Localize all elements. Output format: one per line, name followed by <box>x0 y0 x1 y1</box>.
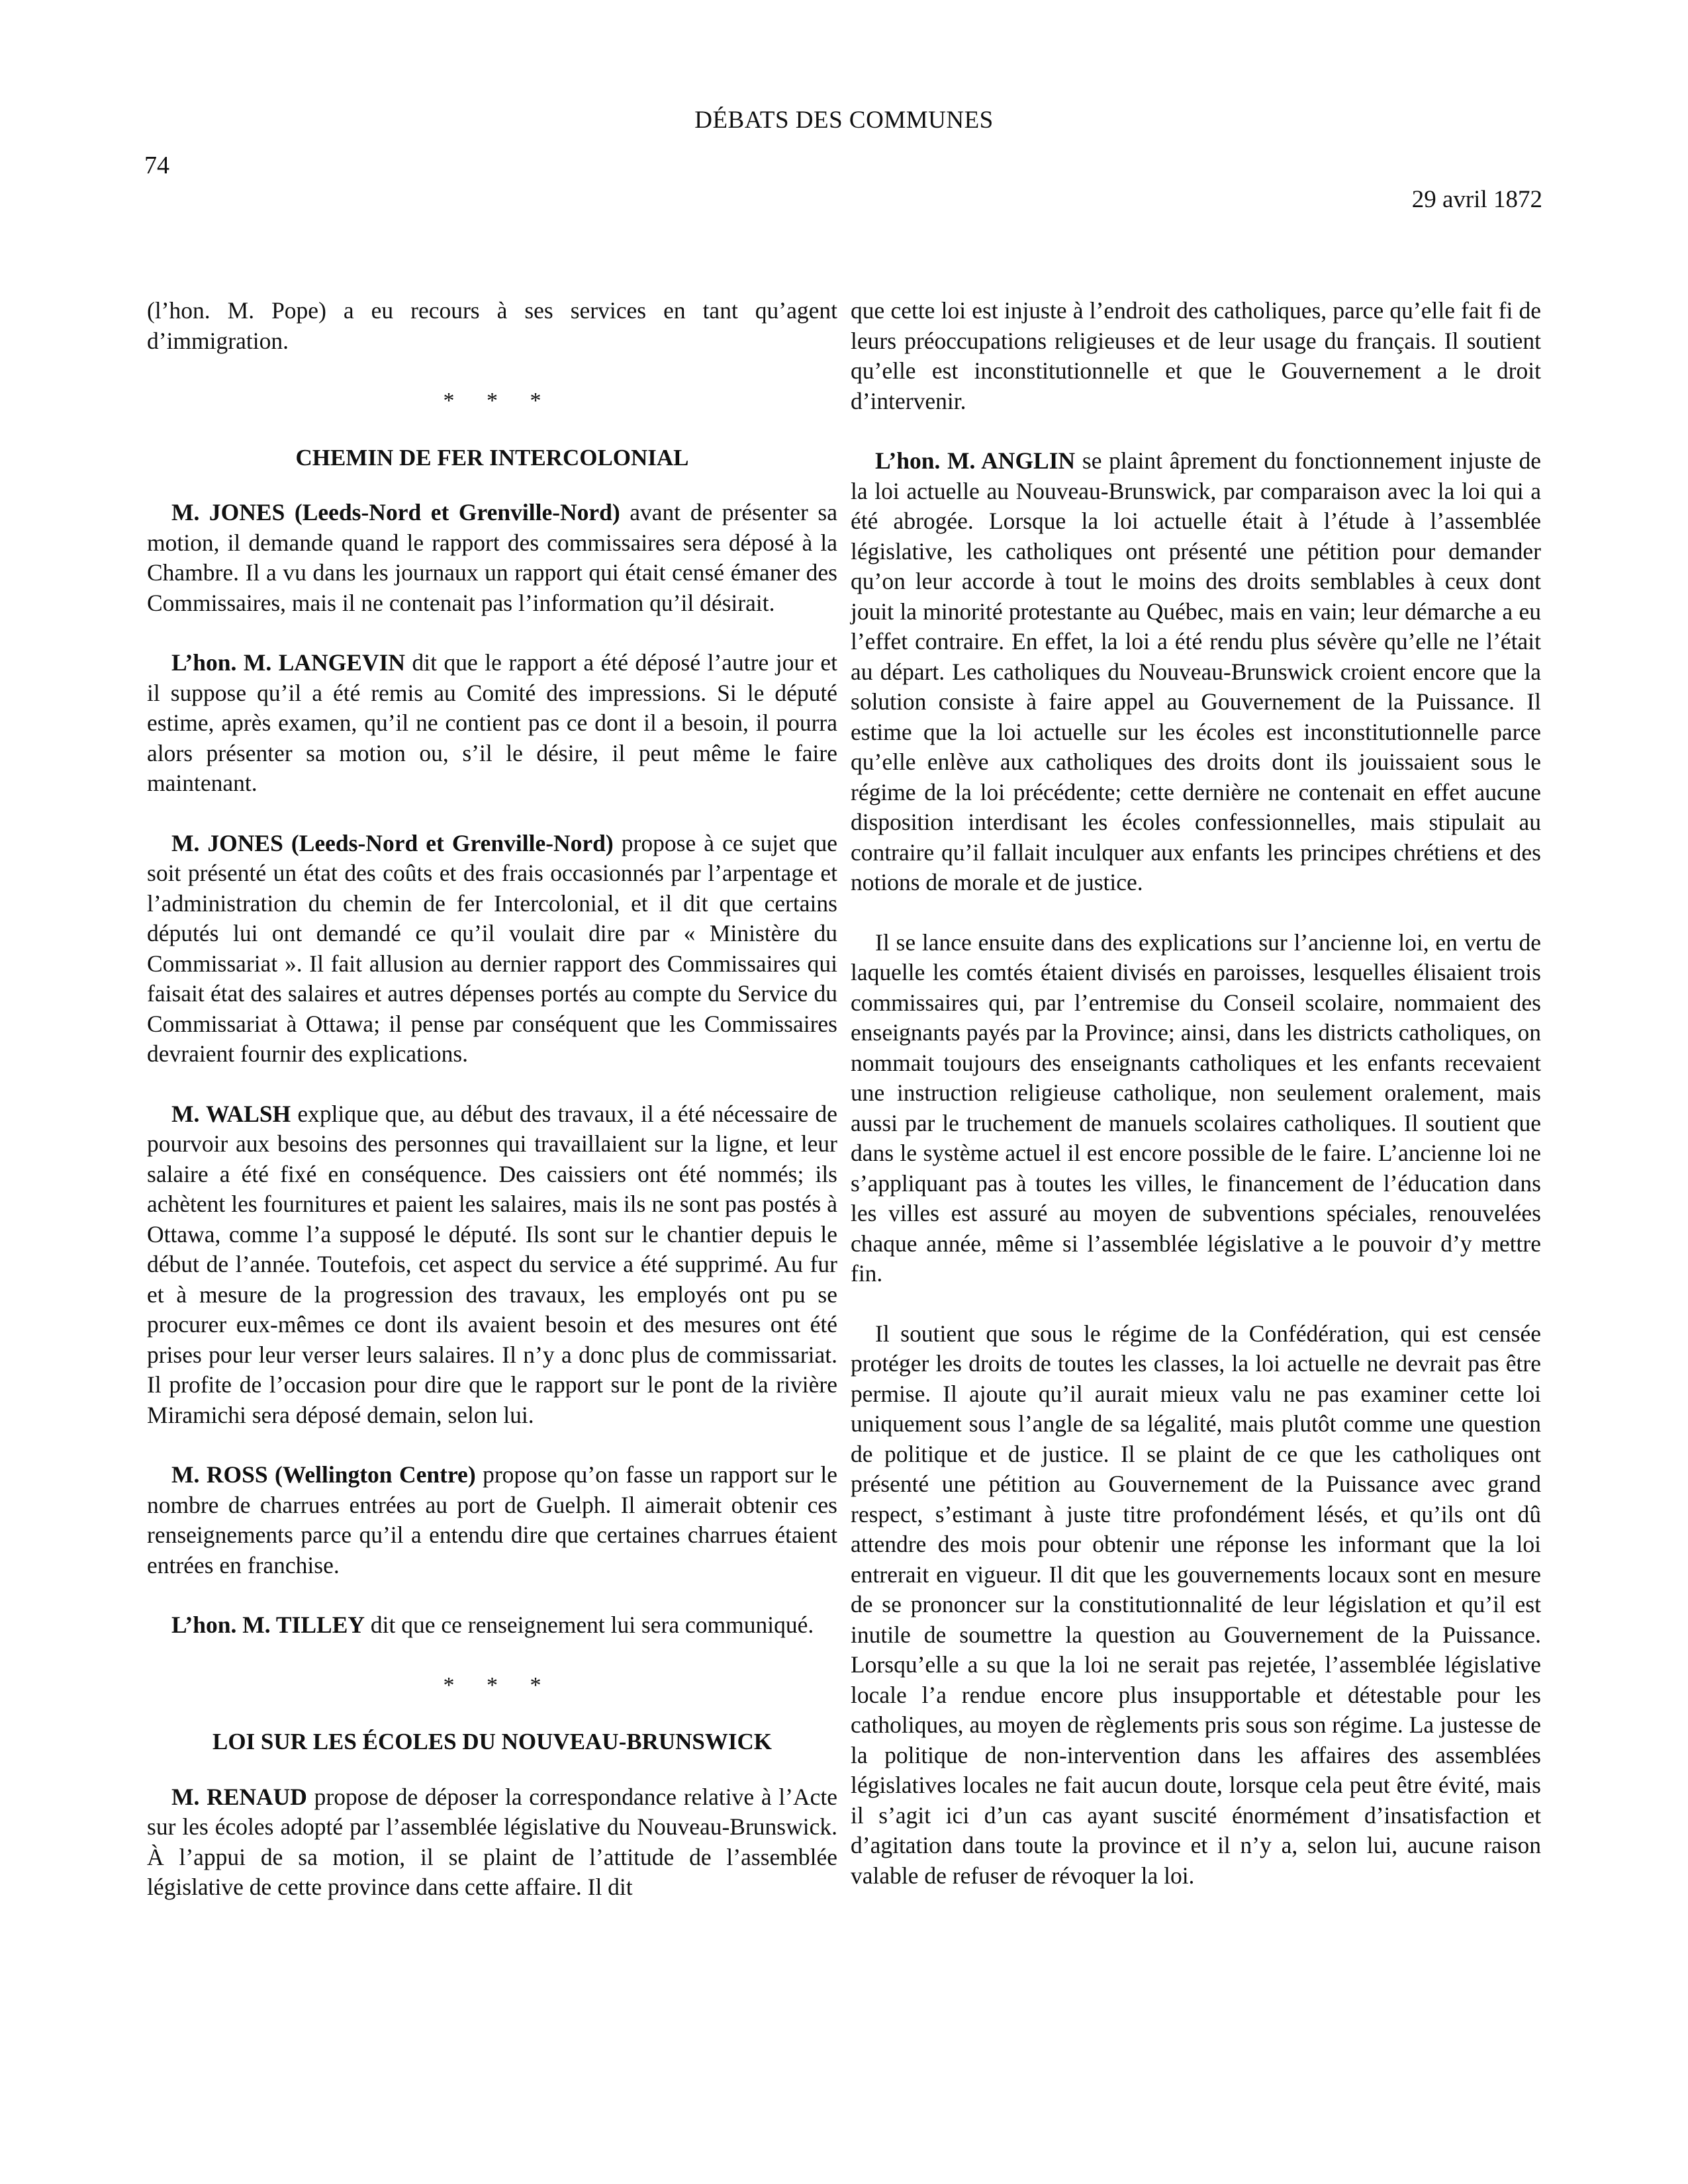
page-date: 29 avril 1872 <box>1411 186 1542 213</box>
paragraph <box>147 1782 837 1903</box>
left-column <box>147 296 837 1903</box>
speaker-name: L’hon. M. TILLEY <box>171 1612 365 1638</box>
speaker-name: M. WALSH <box>171 1100 291 1127</box>
paragraph <box>147 498 837 618</box>
speaker-name: L’hon. M. ANGLIN <box>875 447 1076 474</box>
speaker-name: M. JONES (Leeds-Nord et Grenville-Nord) <box>171 829 614 856</box>
paragraph-text: propose de déposer la correspondance relative à l’Acte sur les écoles adopté par l’assemblée législative du Nouveau-Brunswick. À l’appui de sa motion, il se plaint de l’attitude de l’assemblée législative de cette province dans cette affaire. Il dit <box>147 1783 837 1900</box>
paragraph <box>147 1610 837 1641</box>
speaker-name: M. RENAUD <box>171 1783 307 1810</box>
paragraph-text: dit que le rapport a été déposé l’autre jour et il suppose qu’il a été remis au Comité des impressions. Si le député estime, après examen, qu’il ne contient pas ce dont il a besoin, il pourra alors présenter sa motion ou, s’il le désire, il peut même le faire maintenant. <box>147 649 837 796</box>
paragraph-text: explique que, au début des travaux, il a été nécessaire de pourvoir aux besoins des personnes qui travaillaient sur la ligne, et leur salaire a été fixé en conséquence. Des caissiers ont été nommés; ils achètent les fournitures et paient les salaires, mais ils ne sont pas postés à Ottawa, comme l’a supposé le député. Ils sont sur le chantier depuis le début de l’année. Toutefois, cet aspect du service a été supprimé. Au fur et à mesure de la progression des travaux, les employés ont pu se procurer eux-mêmes ce dont ils avaient besoin et des mesures ont été prises pour leur verser leurs salaires. Il n’y a donc plus de commissariat. Il profite de l’occasion pour dire que le rapport sur le pont de la rivière Miramichi sera déposé demain, selon lui. <box>147 1100 837 1428</box>
paragraph <box>147 1460 837 1580</box>
paragraph: Il soutient que sous le régime de la Confédération, qui est censée protéger les droits de toutes les classes, la loi actuelle ne devrait pas être permise. Il ajoute qu’il aurait mieux valu ne pas examiner cette loi uniquement sous l’angle de sa légalité, mais plutôt comme une question de politique et de justice. Il se plaint de ce que les catholiques ont présenté une pétition au Gouvernement de la Puissance avec grand respect, s’estimant à juste titre profondément lésés, et qu’ils ont dû attendre des mois pour obtenir une réponse les informant que la loi entrerait en vigueur. Il dit que les gouvernements locaux sont en mesure de se prononcer sur la constitutionnalité de leur législation et qu’il est inutile de soumettre la question au Gouvernement de la Puissance. Lorsqu’elle a su que la loi ne serait pas rejetée, l’assemblée législative locale l’a rendue encore plus insupportable et détestable pour les catholiques, au moyen de règlements pris sous son régime. La justesse de la politique de non-intervention dans les affaires des assemblées législatives locales ne fait aucun doute, lorsque cela peut être évité, mais il s’agit ici d’un cas ayant suscité énormément d’insatisfaction et d’agitation dans toute la province et il n’y a, selon lui, aucune raison valable de refuser de révoquer la loi. <box>851 1320 1541 1889</box>
paragraph-text: se plaint âprement du fonctionnement injuste de la loi actuelle au Nouveau-Brunswick, par comparaison avec la loi qui a été abrogée. Lorsque la loi actuelle était à l’étude à l’assemblée législative, les catholiques ont présenté une pétition pour demander qu’on leur accorde à tout le moins des droits semblables à ceux dont jouit la minorité protestante au Québec, mais en vain; leur démarche a eu l’effet contraire. En effet, la loi a été rendu plus sévère qu’elle ne l’était au départ. Les catholiques du Nouveau-Brunswick croient encore que la solution consiste à faire appel au Gouvernement de la Puissance. Il estime que la loi actuelle sur les écoles est inconstitutionnelle parce qu’elle enlève aux catholiques des droits dont ils jouissaient sous le régime de la loi précédente; cette dernière ne contenait en effet aucune disposition interdisant les écoles confessionnelles, mais stipulait au contraire qu’il fallait inculquer aux enfants les principes chrétiens et des notions de morale et de justice. <box>851 447 1541 895</box>
paragraph-text: avant de présenter sa motion, il demande quand le rapport des commissaires sera déposé à la Chambre. Il a vu dans les journaux un rapport qui était censé émaner des Commissaires, mais il ne contenait pas l’information qu’il désirait. <box>147 499 837 616</box>
paragraph <box>851 446 1541 898</box>
paragraph <box>147 648 837 799</box>
page-header-title: DÉBATS DES COMMUNES <box>694 107 994 134</box>
paragraph-text: propose qu’on fasse un rapport sur le nombre de charrues entrées au port de Guelph. Il aimerait obtenir ces renseignements parce qu’il a entendu dire que certaines charrues étaient entrées en franchise. <box>147 1461 837 1578</box>
right-column <box>851 296 1541 1921</box>
speaker-name: M. ROSS (Wellington Centre) <box>171 1461 476 1488</box>
paragraph <box>147 1099 837 1431</box>
page-number: 74 <box>144 152 169 179</box>
paragraph <box>147 829 837 1069</box>
speaker-name: M. JONES (Leeds-Nord et Grenville-Nord) <box>171 499 620 525</box>
section-title-ecoles: LOI SUR LES ÉCOLES DU NOUVEAU-BRUNSWICK <box>212 1729 773 1754</box>
section-separator: * * * <box>443 1672 555 1698</box>
paragraph-text: propose à ce sujet que soit présenté un état des coûts et des frais occasionnés par l’arpentage et l’administration du chemin de fer Intercolonial, et il dit que certains députés lui ont demandé ce qu’il voulait dire par « Ministère du Commissariat ». Il fait allusion au dernier rapport des Commissaires qui faisait état des salaires et autres dépenses portés au compte du Service du Commissariat à Ottawa; il pense par conséquent que les Commissaires devraient fournir des explications. <box>147 829 837 1067</box>
paragraph-continuation: que cette loi est injuste à l’endroit des catholiques, parce qu’elle fait fi de leurs préoccupations religieuses et de leur usage du français. Il soutient qu’elle est inconstitutionnelle et que le Gouvernement a le droit d’intervenir. <box>851 297 1541 414</box>
speaker-name: L’hon. M. LANGEVIN <box>171 649 406 676</box>
paragraph: Il se lance ensuite dans des explications sur l’ancienne loi, en vertu de laquelle les comtés étaient divisés en paroisses, lesquelles élisaient trois commissaires qui, par l’entremise du Conseil scolaire, nommaient des enseignants payés par la Province; ainsi, dans les districts catholiques, on nommait toujours des enseignants catholiques et les enfants recevaient une instruction religieuse catholique, non seulement oralement, mais aussi par le truchement de manuels scolaires catholiques. Il soutient que dans le système actuel il est encore possible de le faire. L’ancienne loi ne s’appliquant pas à toutes les villes, le financement de l’éducation dans les villes est assuré au moyen de subventions spéciales, renouvelées chaque année, même si l’assemblée législative a le pouvoir d’y mettre fin. <box>851 929 1541 1287</box>
section-separator: * * * <box>443 388 555 413</box>
paragraph-text: dit que ce renseignement lui sera communiqué. <box>365 1612 814 1638</box>
section-title-intercolonial: CHEMIN DE FER INTERCOLONIAL <box>295 444 689 471</box>
paragraph-continuation: (l’hon. M. Pope) a eu recours à ses services en tant qu’agent d’immigration. <box>147 297 837 354</box>
